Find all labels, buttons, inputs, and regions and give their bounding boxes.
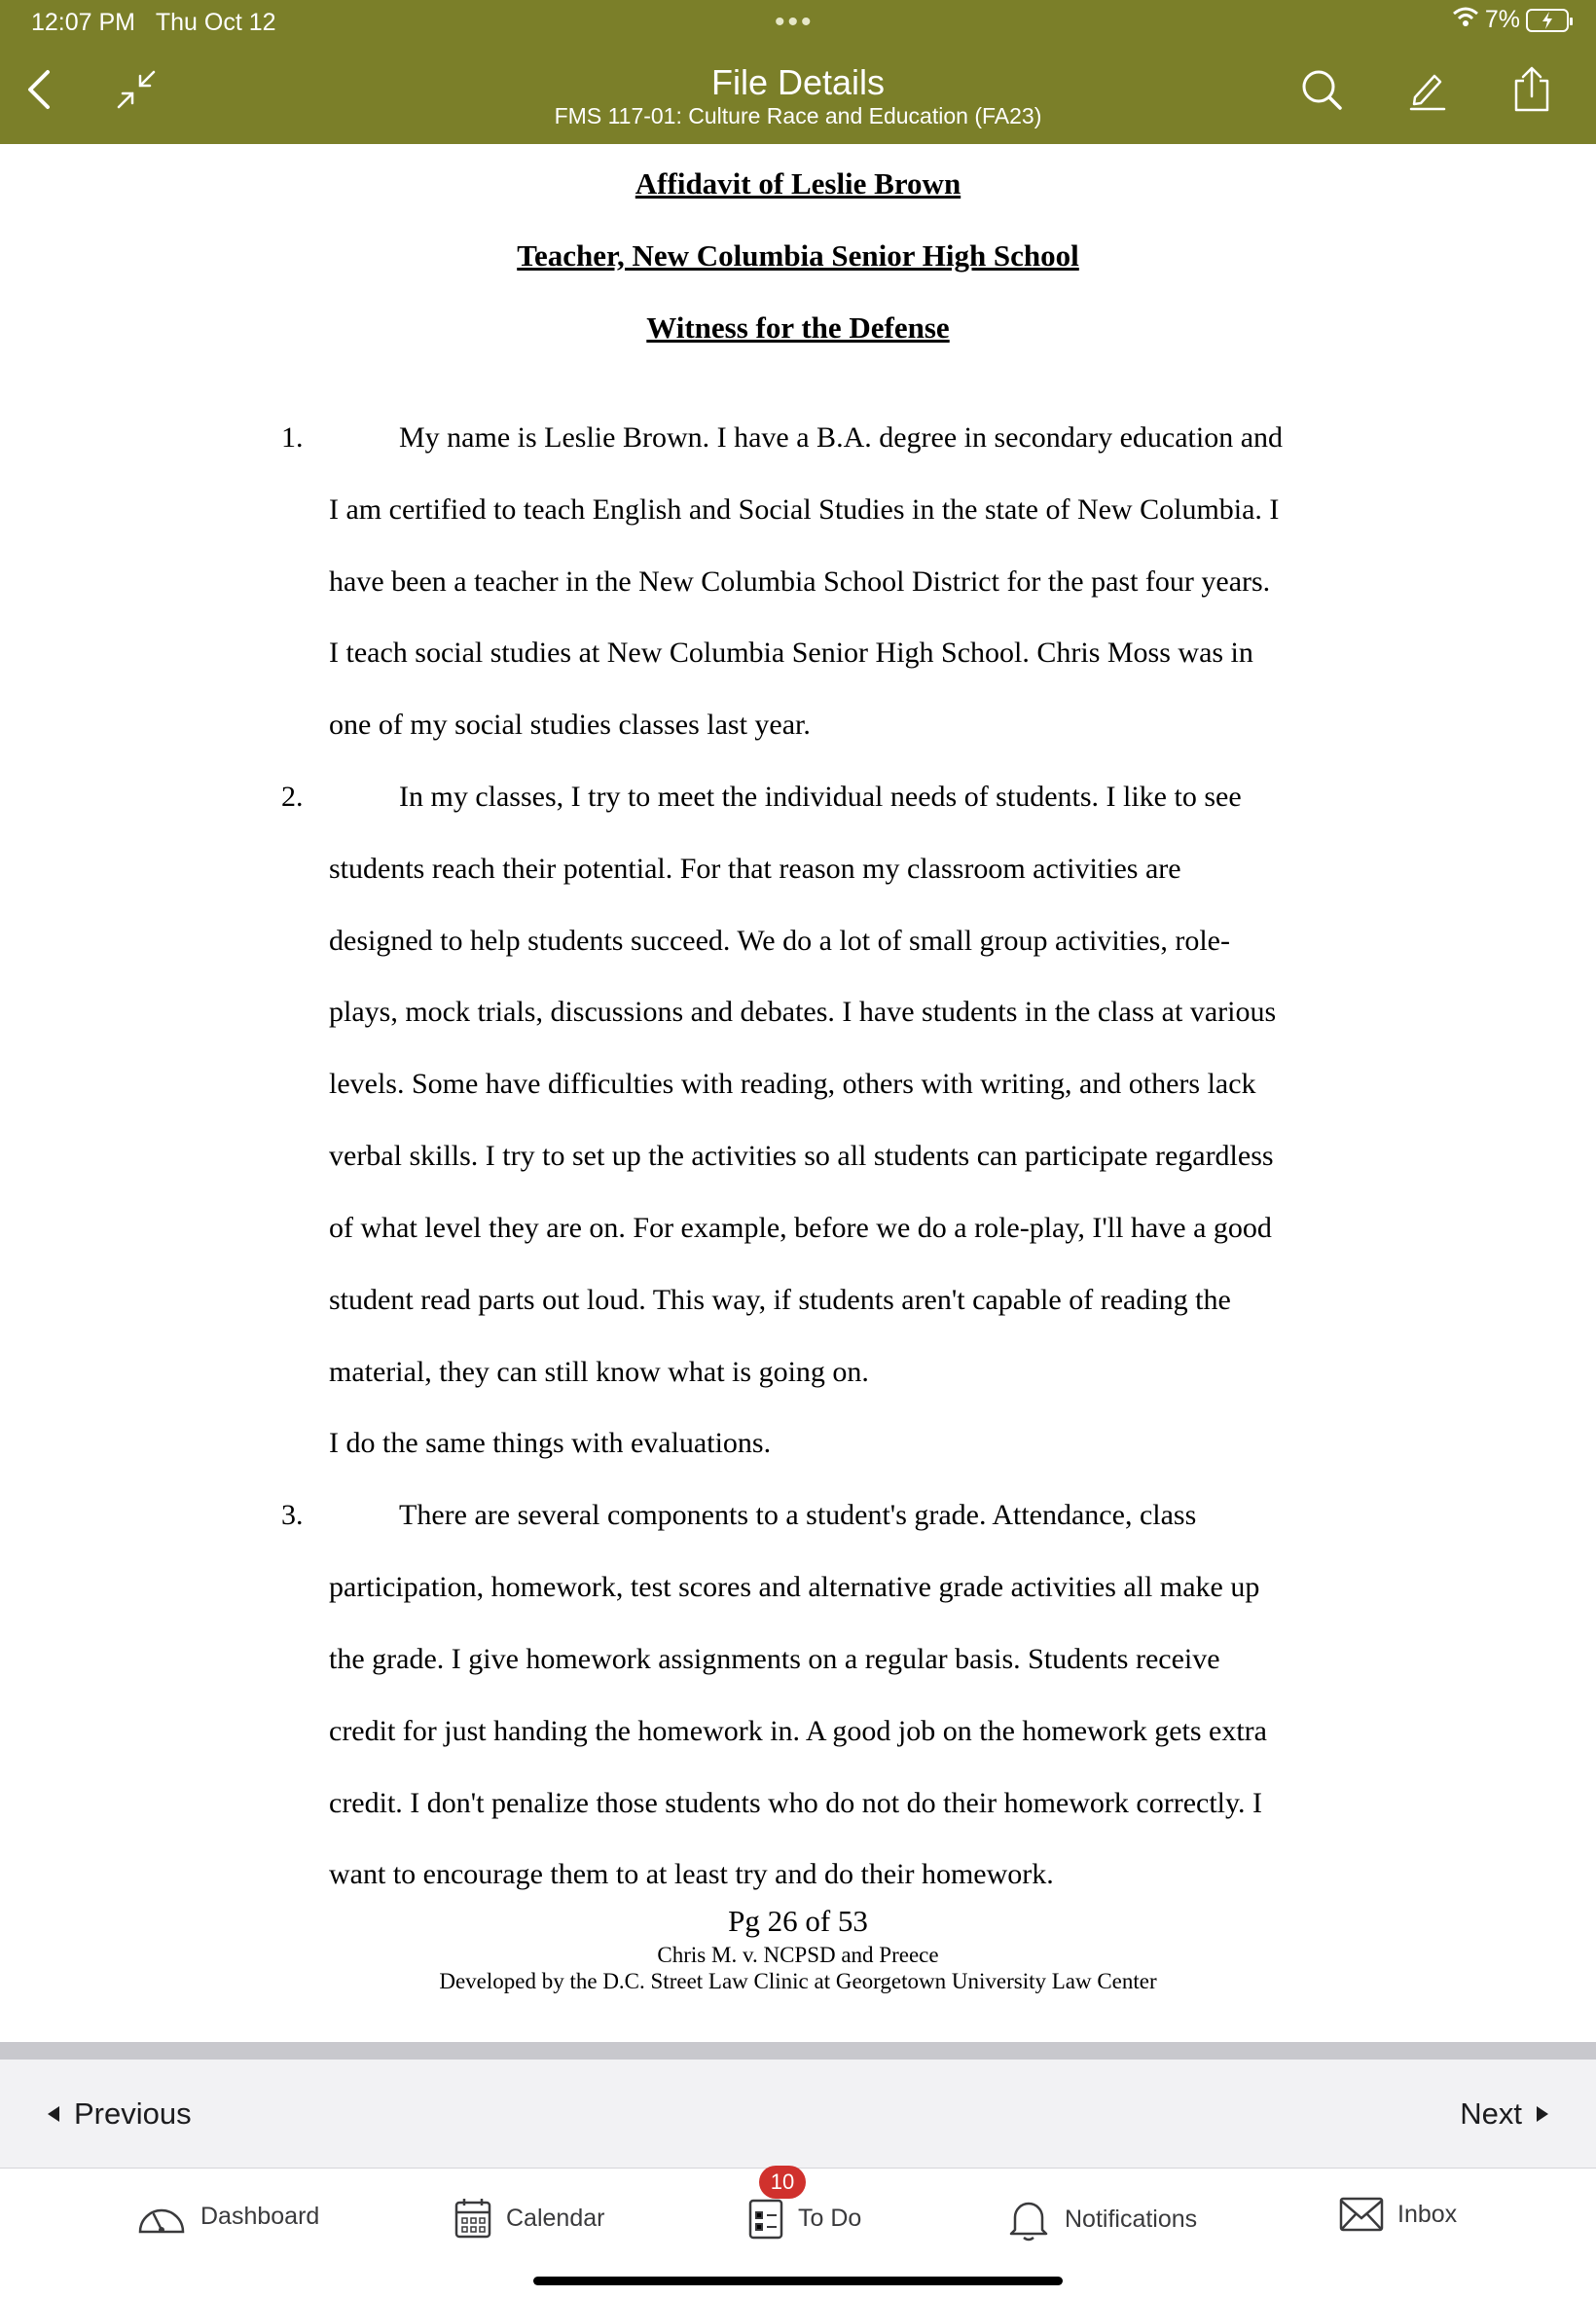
multitask-dots[interactable]: ••• [775,6,815,38]
tab-dashboard[interactable] [136,2197,319,2236]
tab-inbox[interactable] [1339,2197,1457,2232]
text-line: I do the same things with evaluations. [329,1427,772,1459]
case-name: Chris M. v. NCPSD and Preece [657,1943,939,1967]
annotate-button[interactable] [1397,60,1456,119]
inbox-icon [1339,2197,1384,2232]
triangle-right-icon [1536,2105,1549,2123]
home-indicator[interactable] [533,2277,1063,2285]
text-line: There are several components to a student's grade. Attendance, class [399,1499,1197,1531]
tab-calendar[interactable] [453,2197,604,2240]
next-button[interactable] [1460,2096,1549,2132]
dashboard-icon [136,2197,187,2236]
todo-icon [747,2197,784,2240]
text-line: material, they can still know what is going on. [329,1356,869,1388]
course-subtitle: FMS 117-01: Culture Race and Education (FA23) [554,103,1042,128]
pager-bar [0,2060,1596,2169]
status-time: 12:07 PM Thu Oct 12 [31,9,276,36]
paragraph-number: 2. [281,781,304,813]
document-bottom-band [0,2042,1596,2060]
text-line: I teach social studies at New Columbia Senior High School. Chris Moss was in [329,637,1253,669]
wifi-icon [1452,6,1479,34]
text-line: My name is Leslie Brown. I have a B.A. degree in secondary education and [399,421,1284,454]
page-number: Pg 26 of 53 [728,1904,868,1938]
text-line: In my classes, I try to meet the individual needs of students. I like to see [399,781,1242,813]
tab-bar [0,2169,1596,2297]
search-button[interactable] [1292,60,1351,119]
tab-label: Notifications [1065,2205,1198,2233]
tab-todo[interactable] [747,2197,861,2240]
text-line: I am certified to teach English and Social Studies in the state of New Columbia. I [329,493,1280,526]
pen-icon [1405,68,1448,111]
calendar-icon [453,2197,492,2240]
text-line: credit. I don't penalize those students who do not do their homework correctly. I [329,1787,1263,1819]
tab-label: Inbox [1397,2200,1458,2228]
text-line: student read parts out loud. This way, if students aren't capable of reading the [329,1284,1231,1316]
tab-notifications[interactable] [1006,2197,1197,2242]
doc-heading-witness: Witness for the Defense [646,310,950,345]
text-line: plays, mock trials, discussions and debates. I have students in the class at various [329,996,1277,1028]
doc-heading-role: Teacher, New Columbia Senior High School [517,238,1079,273]
bell-icon [1006,2197,1051,2242]
share-button[interactable] [1503,60,1561,119]
text-line: verbal skills. I try to set up the activities so all students can participate regardless [329,1140,1274,1172]
text-line: the grade. I give homework assignments on a regular basis. Students receive [329,1643,1220,1675]
text-line: have been a teacher in the New Columbia School District for the past four years. [329,565,1271,598]
share-icon [1510,65,1553,114]
paragraph-number: 1. [281,421,304,454]
tab-label: Dashboard [200,2202,320,2230]
doc-heading-title: Affidavit of Leslie Brown [635,166,961,201]
text-line: credit for just handing the homework in. A good job on the homework gets extra [329,1715,1267,1747]
text-line: students reach their potential. For that reason my classroom activities are [329,853,1181,885]
credit-line: Developed by the D.C. Street Law Clinic at Georgetown University Law Center [439,1969,1157,1993]
text-line: one of my social studies classes last year. [329,709,811,741]
battery-icon [1526,9,1569,32]
text-line: participation, homework, test scores and alternative grade activities all make up [329,1571,1260,1603]
paragraph-number: 3. [281,1499,304,1531]
page-title: File Details [710,62,886,102]
text-line: of what level they are on. For example, before we do a role-play, I'll have a good [329,1212,1272,1244]
previous-label: Previous [74,2096,192,2131]
tab-label: To Do [798,2204,862,2232]
text-line: want to encourage them to at least try and do their homework. [329,1858,1054,1890]
document-viewer[interactable] [0,144,1596,2042]
top-bar [0,0,1596,144]
text-line: designed to help students succeed. We do a lot of small group activities, role- [329,925,1230,957]
previous-button[interactable] [47,2096,192,2132]
battery-percent: 7% [1484,6,1520,33]
todo-count-badge: 10 [759,2166,806,2199]
status-right [1452,6,1569,34]
search-icon [1300,68,1343,111]
next-label: Next [1460,2096,1522,2131]
tab-label: Calendar [506,2204,605,2232]
text-line: levels. Some have difficulties with reading, others with writing, and others lack [329,1068,1256,1100]
triangle-left-icon [47,2105,60,2123]
